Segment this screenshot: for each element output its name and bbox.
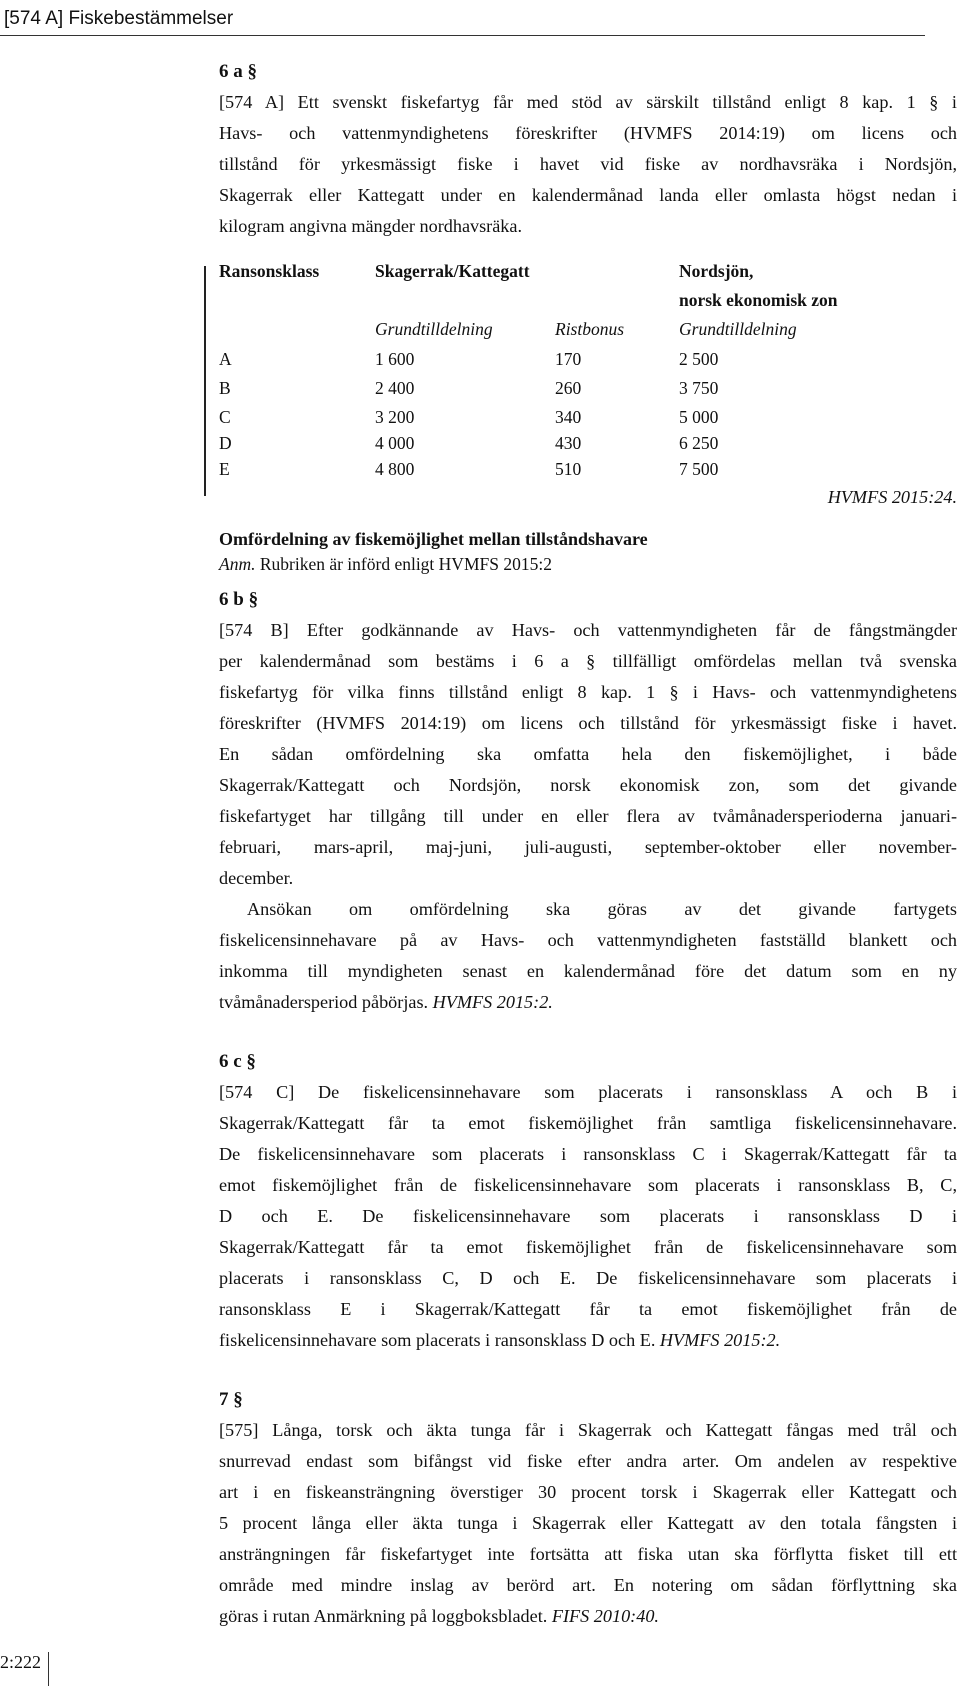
paragraph-line: D och E. De fiskelicensinnehavare som placerats i ransonsklass D i [219, 1206, 957, 1226]
section-heading-7: 7 § [219, 1389, 243, 1410]
table-subheader-row [219, 314, 957, 342]
paragraph-line [219, 1601, 957, 1632]
paragraph-line: fiskefartyget har tillgång till under en eller flera av tvåmånadersperioderna januari- [219, 806, 957, 826]
paragraph-line: Skagerrak/Kattegatt får ta emot fiskemöjlighet från de fiskelicensinnehavare som [219, 1237, 957, 1257]
cell-nord: 5 000 [679, 407, 719, 427]
subheader-ristbonus: Ristbonus [555, 319, 625, 339]
paragraph-line: inkomma till myndigheten senast en kalendermånad före det datum som en ny [219, 961, 957, 981]
cell-klass: E [219, 459, 230, 479]
table-row [219, 344, 957, 372]
paragraph-line: En sådan omfördelning ska omfatta hela den fiskemöjlighet, i både [219, 744, 957, 764]
paragraph-line [219, 987, 957, 1018]
paragraph-line: emot fiskemöjlighet från de fiskelicensinnehavare som placerats i ransonsklass B, C, [219, 1175, 957, 1195]
paragraph-line: tillstånd för yrkesmässigt fiske i havet vid fiske av nordhavsräka i Nordsjön, [219, 154, 957, 174]
paragraph-line: Havs- och vattenmyndighetens föreskrifter (HVMFS 2014:19) om licens och [219, 123, 957, 143]
cell-nord: 7 500 [679, 459, 719, 479]
paragraph-line: De fiskelicensinnehavare som placerats i ransonsklass C i Skagerrak/Kattegatt får ta [219, 1144, 957, 1164]
paragraph-line: [574 B] Efter godkännande av Havs- och vattenmyndigheten får de fångstmängder [219, 620, 957, 640]
source-ref: FIFS 2010:40. [551, 1606, 659, 1626]
subsection-heading: Omfördelning av fiskemöjlighet mellan tillståndshavare [219, 529, 648, 549]
paragraph-line: placerats i ransonsklass C, D och E. De fiskelicensinnehavare som placerats i [219, 1268, 957, 1288]
paragraph-line: ansträngningen får fiskefartyget inte fortsätta att fiska utan ska förflytta fisket till ett [219, 1544, 957, 1564]
running-header-title: [574 A] Fiskebestämmelser [4, 8, 234, 29]
ransonsklass-table [219, 256, 957, 496]
table-row [219, 373, 957, 401]
cell-klass: A [219, 349, 232, 369]
anm-text: Rubriken är införd enligt HVMFS 2015:2 [255, 554, 552, 574]
source-ref: HVMFS 2015:2. [659, 1330, 781, 1350]
section-heading-6b: 6 b § [219, 589, 259, 610]
paragraph-line: snurrevad endast som bifångst vid fiske efter andra arter. Om andelen av respektive [219, 1451, 957, 1471]
cell-rist: 510 [555, 459, 582, 479]
source-ref: HVMFS 2015:2. [432, 992, 553, 1012]
table-row [219, 428, 957, 456]
paragraph-line: Skagerrak/Kattegatt får ta emot fiskemöjlighet från samtliga fiskelicensinnehavare. [219, 1113, 957, 1133]
cell-klass: D [219, 433, 232, 453]
cell-grund: 2 400 [375, 378, 415, 398]
document-body [219, 56, 957, 1632]
paragraph-line: Skagerrak eller Kattegatt under en kalendermånad landa eller omlasta högst nedan i [219, 185, 957, 205]
cell-rist: 260 [555, 378, 582, 398]
cell-grund: 1 600 [375, 349, 415, 369]
paragraph-line: ransonsklass E i Skagerrak/Kattegatt får ta emot fiskemöjlighet från de [219, 1299, 957, 1319]
paragraph-line: kilogram angivna mängder nordhavsräka. [219, 216, 523, 236]
subheader-grundtilldelning-nordsjon: Grundtilldelning [679, 319, 797, 339]
paragraph-line: [575] Långa, torsk och äkta tunga får i Skagerrak och Kattegatt fångas med trål och [219, 1420, 957, 1440]
paragraph-line: per kalendermånad som bestäms i 6 a § tillfälligt omfördelas mellan två svenska [219, 651, 957, 671]
annotation-note [219, 552, 957, 576]
paragraph-line: Ansökan om omfördelning ska göras av det givande fartygets [247, 899, 957, 919]
paragraph-text: tvåmånadersperiod påbörjas. [219, 992, 433, 1012]
subheader-grundtilldelning: Grundtilldelning [375, 319, 493, 339]
cell-nord: 6 250 [679, 433, 719, 453]
page-number: 2:222 [0, 1652, 49, 1686]
section-heading-6c: 6 c § [219, 1051, 256, 1072]
cell-nord: 3 750 [679, 378, 719, 398]
paragraph-line: februari, mars-april, maj-juni, juli-augusti, september-oktober eller november- [219, 837, 957, 857]
paragraph-text: fiskelicensinnehavare som placerats i ransonsklass D och E. [219, 1330, 660, 1350]
table-row [219, 402, 957, 430]
col-header-ransonsklass: Ransonsklass [219, 261, 320, 281]
cell-grund: 4 800 [375, 459, 415, 479]
paragraph-line: december. [219, 868, 294, 888]
cell-rist: 340 [555, 407, 582, 427]
cell-klass: C [219, 407, 231, 427]
paragraph-line: område med mindre inslag av berörd art. En notering om sådan förflyttning ska [219, 1575, 957, 1595]
table-header-row [219, 256, 957, 284]
paragraph-line [219, 1325, 957, 1356]
table-reference [219, 482, 957, 512]
cell-grund: 4 000 [375, 433, 415, 453]
cell-grund: 3 200 [375, 407, 415, 427]
table-header-row-2 [219, 285, 957, 313]
paragraph-line: [574 C] De fiskelicensinnehavare som placerats i ransonsklass A och B i [219, 1082, 957, 1102]
paragraph-line: fiskelicensinnehavare på av Havs- och vattenmyndigheten fastställd blankett och [219, 930, 957, 950]
cell-rist: 430 [555, 433, 582, 453]
section-heading-6a: 6 a § [219, 61, 257, 82]
table-ref-text: HVMFS 2015:24. [827, 487, 957, 507]
cell-rist: 170 [555, 349, 582, 369]
table-left-rule [204, 266, 206, 496]
cell-klass: B [219, 378, 231, 398]
paragraph-line: art i en fiskeansträngning överstiger 30 procent torsk i Skagerrak eller Kattegatt och [219, 1482, 957, 1502]
paragraph-line: fiskefartyg för vilka finns tillstånd enligt 8 kap. 1 § i Havs- och vattenmyndighetens [219, 682, 957, 702]
paragraph-line: 5 procent långa eller äkta tunga i Skagerrak eller Kattegatt av den totala fångsten i [219, 1513, 957, 1533]
col-header-nordsjon-zone: norsk ekonomisk zon [679, 290, 838, 310]
anm-label: Anm. [219, 554, 256, 574]
paragraph-line: föreskrifter (HVMFS 2014:19) om licens och tillstånd för yrkesmässigt fiske i havet. [219, 713, 957, 733]
paragraph-text: göras i rutan Anmärkning på loggboksbladet. [219, 1606, 552, 1626]
paragraph-line: [574 A] Ett svenskt fiskefartyg får med stöd av särskilt tillstånd enligt 8 kap. 1 § i [219, 92, 957, 112]
cell-nord: 2 500 [679, 349, 719, 369]
col-header-skagerrak: Skagerrak/Kattegatt [375, 261, 530, 281]
table-row [219, 454, 957, 482]
paragraph-line: Skagerrak/Kattegatt och Nordsjön, norsk ekonomisk zon, som det givande [219, 775, 957, 795]
col-header-nordsjon: Nordsjön, [679, 261, 754, 281]
running-header [0, 0, 925, 36]
